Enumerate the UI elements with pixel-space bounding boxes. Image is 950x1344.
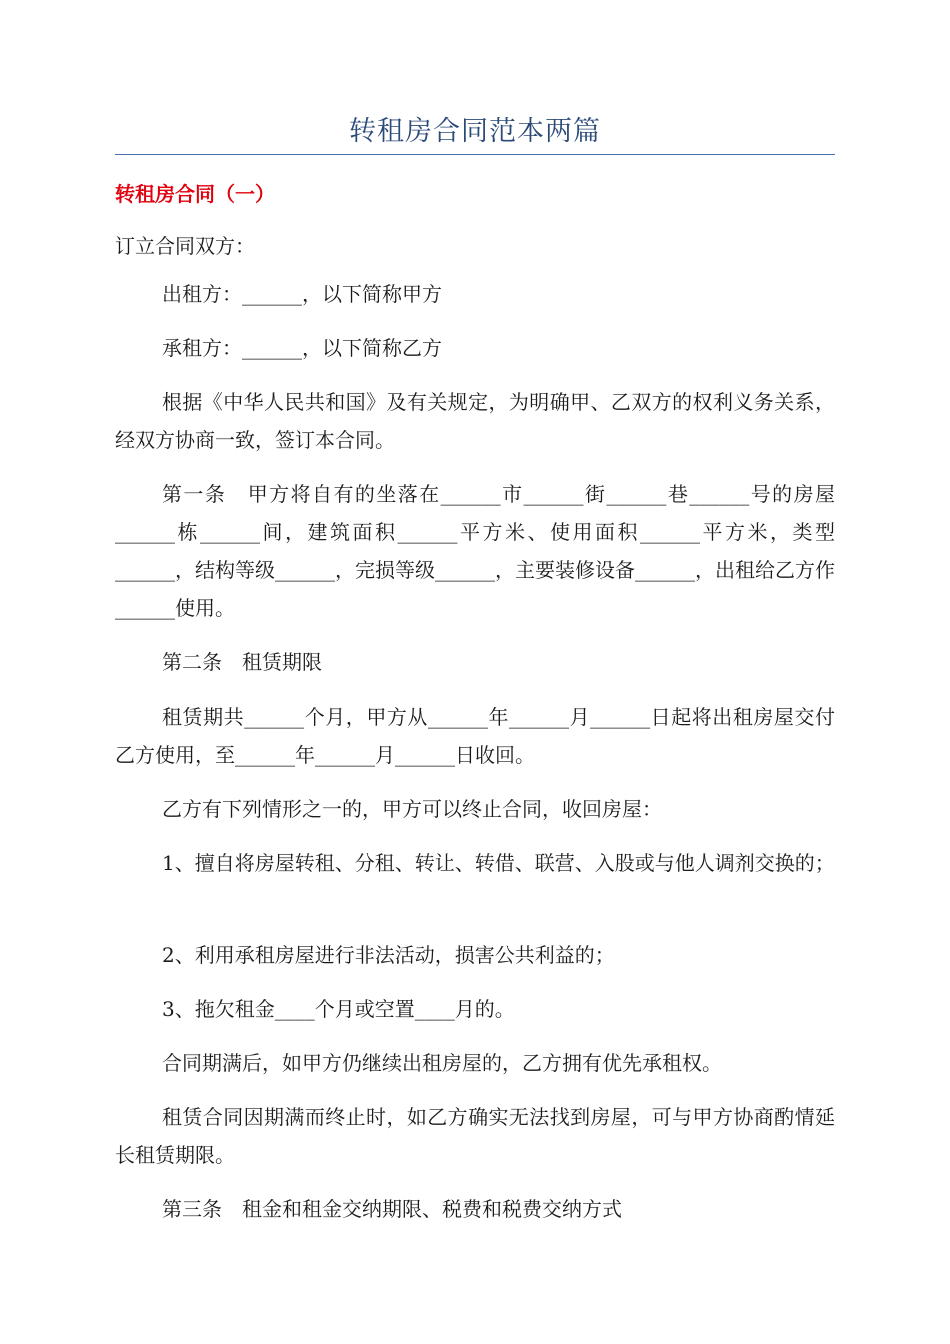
paragraph-basis: 根据《中华人民共和国》及有关规定，为明确甲、乙双方的权利义务关系，经双方协商一致，签订本合同。 <box>115 390 835 452</box>
paragraph-article-3-heading: 第三条 租金和租金交纳期限、税费和税费交纳方式 <box>162 1197 622 1221</box>
paragraph-lease-term: 租赁期共______个月，甲方从______年______月______日起将出租房屋交付乙方使用，至______年______月______日收回。 <box>115 705 835 767</box>
title-underline <box>115 154 835 155</box>
paragraph-termination-item-1: 1、擅自将房屋转租、分租、转让、转借、联营、入股或与他人调剂交换的； <box>162 851 835 875</box>
document-title: 转租房合同范本两篇 <box>349 116 601 147</box>
paragraph-termination-intro: 乙方有下列情形之一的，甲方可以终止合同，收回房屋： <box>162 797 662 821</box>
paragraph-extension: 租赁合同因期满而终止时，如乙方确实无法找到房屋，可与甲方协商酌情延长租赁期限。 <box>115 1105 835 1167</box>
paragraph-priority-right: 合同期满后，如甲方仍继续出租房屋的，乙方拥有优先承租权。 <box>162 1051 722 1075</box>
paragraph-termination-item-3: 3、拖欠租金____个月或空置____月的。 <box>162 997 515 1021</box>
paragraph-article-2-heading: 第二条 租赁期限 <box>162 650 322 674</box>
section-heading: 转租房合同（一） <box>115 182 275 206</box>
paragraph-parties-intro: 订立合同双方： <box>115 234 255 258</box>
paragraph-article-1: 第一条 甲方将自有的坐落在______市______街______巷______号的房屋______栋______间，建筑面积______平方米、使用面积______平方米，类型______，结构等级______，完损等级______，主要装修设备______，出租给乙方作______使用。 <box>115 482 835 620</box>
paragraph-lessee: 承租方：______，以下简称乙方 <box>162 336 442 360</box>
paragraph-termination-item-2: 2、利用承租房屋进行非法活动，损害公共利益的； <box>162 943 615 967</box>
paragraph-lessor: 出租方：______，以下简称甲方 <box>162 282 442 306</box>
